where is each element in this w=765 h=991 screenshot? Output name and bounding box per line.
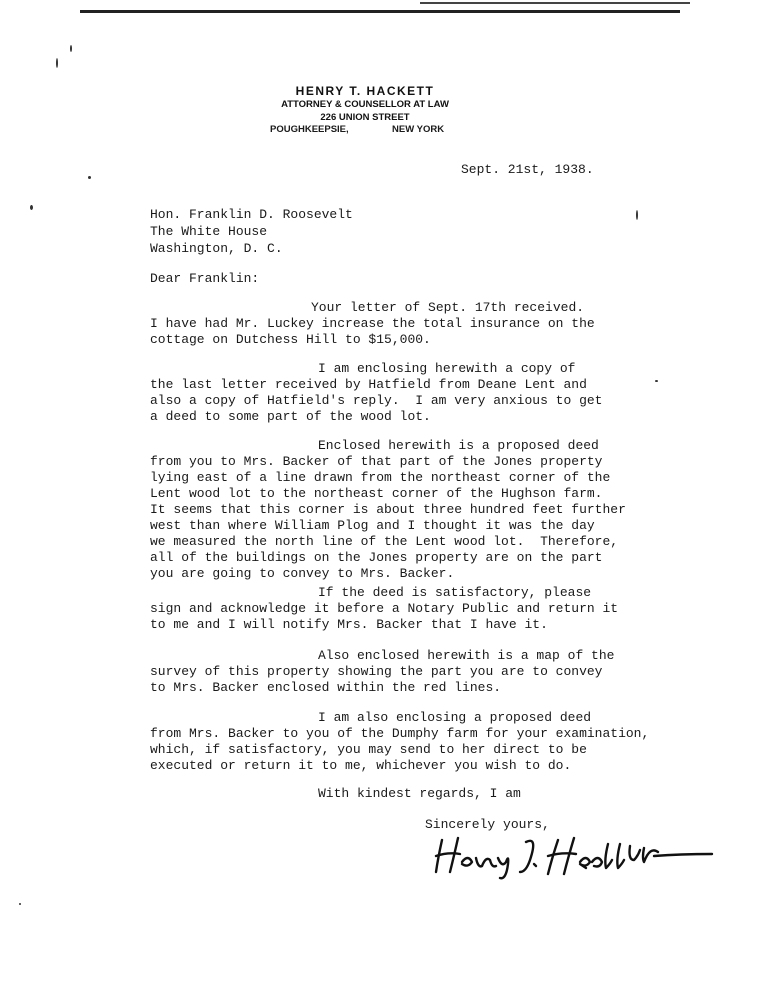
- body-line: to Mrs. Backer enclosed within the red lines.: [150, 680, 502, 695]
- body-line: Enclosed herewith is a proposed deed: [318, 438, 599, 453]
- body-line: I have had Mr. Luckey increase the total insurance on the: [150, 316, 595, 331]
- recipient-line: The White House: [150, 224, 268, 239]
- scan-speck: [56, 58, 58, 68]
- letterhead-city: POUGHKEEPSIE,: [270, 124, 349, 135]
- closing: Sincerely yours,: [425, 817, 550, 832]
- body-line: It seems that this corner is about three hundred feet further: [150, 502, 626, 517]
- body-line: which, if satisfactory, you may send to her direct to be: [150, 742, 587, 757]
- recipient-line: Hon. Franklin D. Roosevelt: [150, 207, 353, 222]
- letterhead-state: NEW YORK: [392, 124, 445, 135]
- body-line: If the deed is satisfactory, please: [318, 585, 592, 600]
- recipient-line: Washington, D. C.: [150, 241, 283, 256]
- top-border-line: [80, 10, 680, 13]
- body-line: the last letter received by Hatfield from Deane Lent and: [150, 377, 587, 392]
- body-line: lying east of a line drawn from the northeast corner of the: [150, 470, 611, 485]
- salutation: Dear Franklin:: [150, 271, 260, 286]
- body-line: a deed to some part of the wood lot.: [150, 409, 431, 424]
- letterhead-name: HENRY T. HACKETT: [295, 84, 435, 98]
- body-line: from you to Mrs. Backer of that part of the Jones property: [150, 454, 603, 469]
- scan-speck: [88, 176, 91, 179]
- closing-regards: With kindest regards, I am: [318, 786, 521, 801]
- scan-speck: [30, 205, 33, 210]
- body-line: Your letter of Sept. 17th received.: [311, 300, 585, 315]
- body-line: I am enclosing herewith a copy of: [318, 361, 576, 376]
- body-line: from Mrs. Backer to you of the Dumphy farm for your examination,: [150, 726, 650, 741]
- letter-date: Sept. 21st, 1938.: [461, 162, 594, 177]
- scan-speck: [70, 45, 72, 52]
- handwritten-signature: [430, 830, 720, 880]
- top-border-line-2: [420, 2, 690, 4]
- body-line: Lent wood lot to the northeast corner of the Hughson farm.: [150, 486, 603, 501]
- body-line: also a copy of Hatfield's reply. I am very anxious to get: [150, 393, 603, 408]
- letterhead-street: 226 UNION STREET: [320, 112, 410, 123]
- scan-speck: [636, 210, 638, 220]
- body-line: to me and I will notify Mrs. Backer that I have it.: [150, 617, 548, 632]
- body-line: survey of this property showing the part you are to convey: [150, 664, 603, 679]
- scan-speck: [655, 380, 658, 382]
- body-line: Also enclosed herewith is a map of the: [318, 648, 615, 663]
- body-line: we measured the north line of the Lent wood lot. Therefore,: [150, 534, 619, 549]
- body-line: all of the buildings on the Jones property are on the part: [150, 550, 603, 565]
- body-line: I am also enclosing a proposed deed: [318, 710, 592, 725]
- body-line: you are going to convey to Mrs. Backer.: [150, 566, 455, 581]
- body-line: sign and acknowledge it before a Notary Public and return it: [150, 601, 619, 616]
- scan-speck: [19, 903, 21, 905]
- body-line: executed or return it to me, whichever you wish to do.: [150, 758, 572, 773]
- body-line: cottage on Dutchess Hill to $15,000.: [150, 332, 431, 347]
- letterhead-title: ATTORNEY & COUNSELLOR AT LAW: [281, 99, 449, 110]
- body-line: west than where William Plog and I thought it was the day: [150, 518, 595, 533]
